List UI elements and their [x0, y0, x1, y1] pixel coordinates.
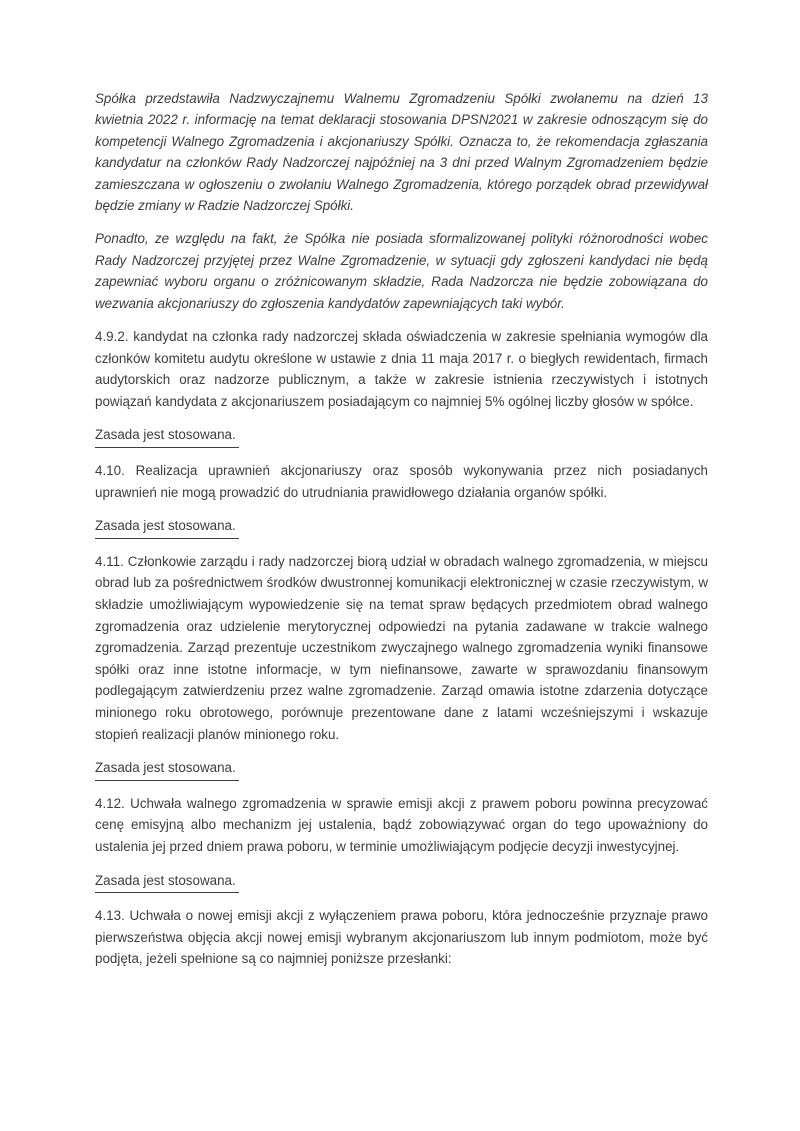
compliance-statement-4 [95, 870, 708, 894]
compliance-statement-3 [95, 757, 708, 781]
compliance-statement-text: Zasada jest stosowana. [95, 424, 239, 448]
compliance-statement-text: Zasada jest stosowana. [95, 515, 239, 539]
compliance-statement-1 [95, 424, 708, 448]
provision-paragraph-4-9-2: 4.9.2. kandydat na członka rady nadzorczej składa oświadczenia w zakresie spełniania wymogów dla członków komitetu audytu określone w ustawie z dnia 11 maja 2017 r. o biegłych rewidentach, firmach audytorskich oraz nadzorze publicznym, a także w zakresie istnienia rzeczywistych i istotnych powiązań kandydata z akcjonariuszem posiadającym co najmniej 5% ogólnej liczby głosów w spółce. [95, 329, 708, 409]
provision-paragraph-4-13: 4.13. Uchwała o nowej emisji akcji z wyłączeniem prawa poboru, która jednocześnie przyznaje prawo pierwszeństwa objęcia akcji nowej emisji wybranym akcjonariuszom lub innym podmiotom, może być podjęta, jeżeli spełnione są co najmniej poniższe przesłanki: [95, 908, 708, 967]
commentary-paragraph-diversity-policy: Ponadto, ze względu na fakt, że Spółka nie posiada sformalizowanej polityki różnorodności wobec Rady Nadzorczej przyjętej przez Walne Zgromadzenie, w sytuacji gdy zgłoszeni kandydaci nie będą zapewniać wyboru organu o zróżnicowanym składzie, Rada Nadzorcza nie będzie zobowiązana do wezwania akcjonariuszy do zgłoszenia kandydatów zapewniających taki wybór. [95, 231, 708, 311]
compliance-statement-text: Zasada jest stosowana. [95, 757, 239, 781]
compliance-statement-text: Zasada jest stosowana. [95, 870, 239, 894]
provision-paragraph-4-11: 4.11. Członkowie zarządu i rady nadzorczej biorą udział w obradach walnego zgromadzenia, w miejscu obrad lub za pośrednictwem środków dwustronnej komunikacji elektronicznej w czasie rzeczywistym, w składzie umożliwiającym wypowiedzenie się na temat spraw będących przedmiotem obrad walnego zgromadzenia oraz udzielenie merytorycznej odpowiedzi na pytania zadawane w trakcie walnego zgromadzenia. Zarząd prezentuje uczestnikom zwyczajnego walnego zgromadzenia wyniki finansowe spółki oraz inne istotne informacje, w tym niefinansowe, zawarte w sprawozdaniu finansowym podlegającym zatwierdzeniu przez walne zgromadzenie. Zarząd omawia istotne zdarzenia dotyczące minionego roku obrotowego, porównuje prezentowane dane z latami wcześniejszymi i wskazuje stopień realizacji planów minionego roku. [95, 553, 708, 742]
commentary-paragraph-dpsn-information: Spółka przedstawiła Nadzwyczajnemu Walnemu Zgromadzeniu Spółki zwołanemu na dzień 13 kwietnia 2022 r. informację na temat deklaracji stosowania DPSN2021 w zakresie odnoszącym się do kompetencji Walnego Zgromadzenia i akcjonariuszy Spółki. Oznacza to, że rekomendacja zgłaszania kandydatur na członków Rady Nadzorczej najpóźniej na 3 dni przed Walnym Zgromadzeniem będzie zamieszczana w ogłoszeniu o zwołaniu Walnego Zgromadzenia, którego porządek obrad przewidywał będzie zmiany w Radzie Nadzorczej Spółki. [95, 91, 708, 214]
document-body [95, 88, 708, 980]
provision-paragraph-4-10: 4.10. Realizacja uprawnień akcjonariuszy oraz sposób wykonywania przez nich posiadanych uprawnień nie mogą prowadzić do utrudniania prawidłowego działania organów spółki. [95, 463, 708, 500]
provision-paragraph-4-12: 4.12. Uchwała walnego zgromadzenia w sprawie emisji akcji z prawem poboru powinna precyzować cenę emisyjną albo mechanizm jej ustalenia, bądź zobowiązywać organ do tego upoważniony do ustalenia jej przed dniem prawa poboru, w terminie umożliwiającym podjęcie decyzji inwestycyjnej. [95, 795, 708, 854]
compliance-statement-2 [95, 515, 708, 539]
